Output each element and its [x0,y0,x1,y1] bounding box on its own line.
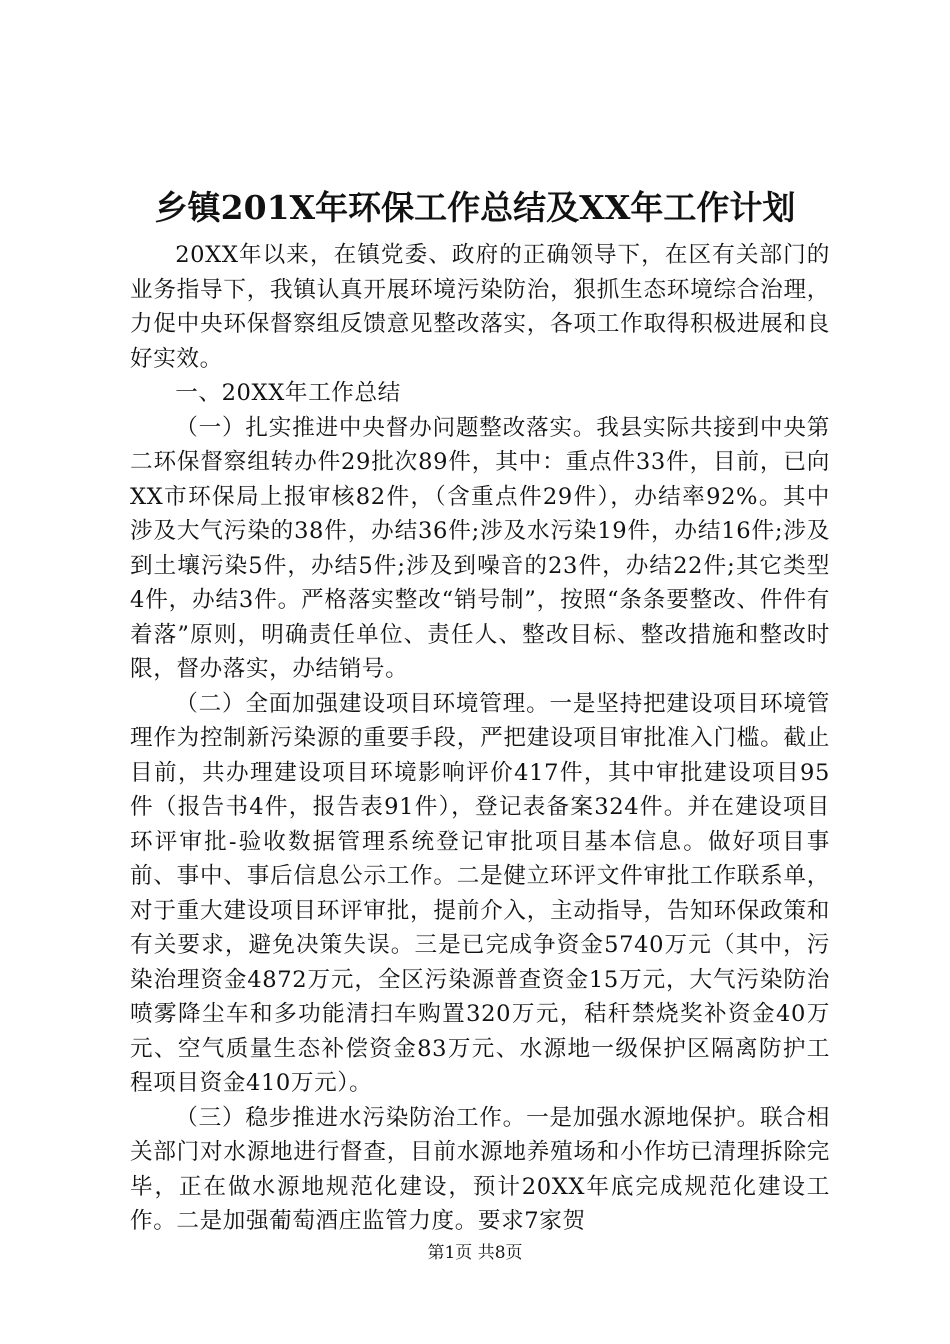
section-heading: 一、20XX年工作总结 [175,380,401,406]
document-title: 乡镇201X年环保工作总结及XX年工作计划 [154,188,796,227]
paragraph-section-3: （三）稳步推进水污染防治工作。一是加强水源地保护。联合相关部门对水源地进行督查，目前水源地养殖场和小作坊已清理拆除完毕，正在做水源地规范化建设，预计20XX年底完成规范化建设工作。二是加强葡萄酒庄监管力度。要求7家贺 [130,1104,830,1234]
paragraph-intro: 20XX年以来，在镇党委、政府的正确领导下，在区有关部门的业务指导下，我镇认真开展环境污染防治，狠抓生态环境综合治理，力促中央环保督察组反馈意见整改落实，各项工作取得积极进展和良好实效。 [130,242,830,372]
paragraph-section-1: （一）扎实推进中央督办问题整改落实。我县实际共接到中央第二环保督察组转办件29批次89件，其中：重点件33件，目前，已向XX市环保局上报审核82件，（含重点件29件），办结率92%。其中涉及大气污染的38件，办结36件;涉及水污染19件，办结16件;涉及到土壤污染5件，办结5件;涉及到噪音的23件，办结22件;其它类型4件，办结3件。严格落实整改“销号制”，按照“条条要整改、件件有着落”原则，明确责任单位、责任人、整改目标、整改措施和整改时限，督办落实，办结销号。 [130,414,830,682]
page-footer: 第1页 共8页 [427,1243,523,1263]
paragraph-section-2: （二）全面加强建设项目环境管理。一是坚持把建设项目环境管理作为控制新污染源的重要手段，严把建设项目审批准入门槛。截止目前，共办理建设项目环境影响评价417件，其中审批建设项目95件（报告书4件，报告表91件），登记表备案324件。并在建设项目环评审批-验收数据管理系统登记审批项目基本信息。做好项目事前、事中、事后信息公示工作。二是健立环评文件审批工作联系单，对于重大建设项目环评审批，提前介入，主动指导，告知环保政策和有关要求，避免决策失误。三是已完成争资金5740万元（其中，污染治理资金4872万元，全区污染源普查资金15万元，大气污染防治喷雾降尘车和多功能清扫车购置320万元，秸秆禁烧奖补资金40万元、空气质量生态补偿资金83万元、水源地一级保护区隔离防护工程项目资金410万元）。 [130,690,830,1096]
document-body [130,238,830,1239]
